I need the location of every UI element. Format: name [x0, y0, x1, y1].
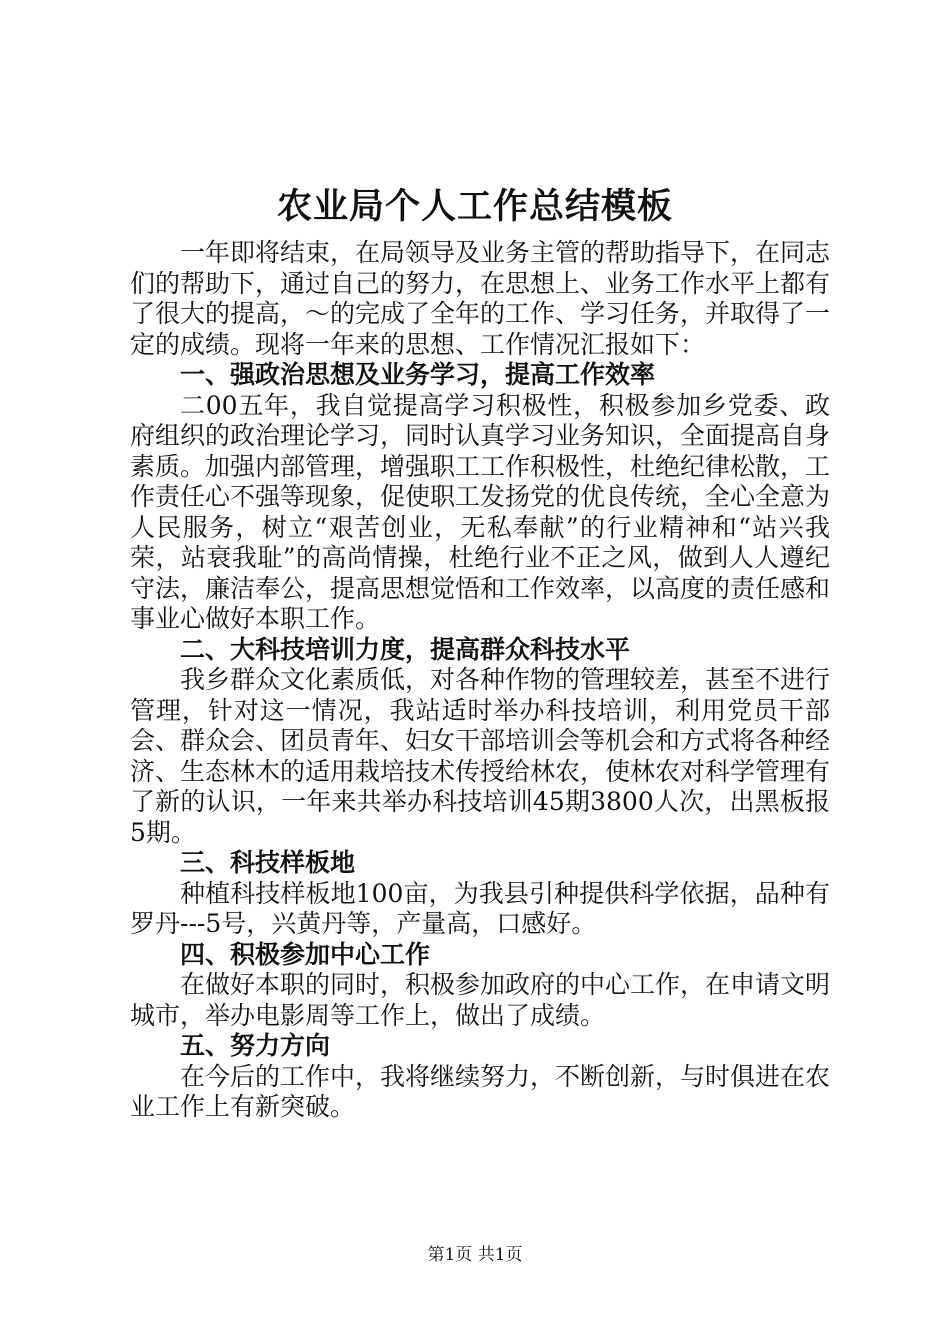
section-paragraph-5: 在今后的工作中，我将继续努力，不断创新，与时俱进在农业工作上有新突破。 — [130, 1061, 831, 1121]
section-heading-5: 五、努力方向 — [180, 1031, 331, 1060]
section-heading-4: 四、积极参加中心工作 — [180, 939, 431, 969]
section-heading-3: 三、科技样板地 — [180, 848, 356, 877]
section-paragraph-3: 种植科技样板地100亩，为我县引种提供科学依据，品种有罗丹---5号，兴黄丹等，产量高，口感好。 — [130, 878, 830, 938]
section-heading-1: 一、强政治思想及业务学习，提高工作效率 — [180, 360, 656, 389]
section-paragraph-4: 在做好本职的同时，积极参加政府的中心工作，在申请文明城市，举办电影周等工作上，做出了成绩。 — [130, 970, 831, 1030]
document-body — [130, 238, 830, 1123]
page-footer: 第1页 共1页 — [427, 1245, 523, 1265]
document-title: 农业局个人工作总结模板 — [276, 186, 673, 227]
section-heading-2: 二、大科技培训力度，提高群众科技水平 — [180, 634, 631, 664]
section-paragraph-1: 二00五年，我自觉提高学习积极性，积极参加乡党委、政府组织的政治理论学习，同时认真学习业务知识，全面提高自身素质。加强内部管理，增强职工工作积极性，杜绝纪律松散，工作责任心不强等现象，促使职工发扬党的优良传统，全心全意为人民服务，树立“艰苦创业，无私奉献”的行业精神和“站兴我荣，站衰我耻”的高尚情操，杜绝行业不正之风，做到人人遵纪守法，廉洁奉公，提高思想觉悟和工作效率，以高度的责任感和事业心做好本职工作。 — [130, 390, 831, 633]
intro-paragraph: 一年即将结束，在局领导及业务主管的帮助指导下，在同志们的帮助下，通过自己的努力，在思想上、业务工作水平上都有了很大的提高，～的完成了全年的工作、学习任务，并取得了一定的成绩。现将一年来的思想、工作情况汇报如下： — [130, 238, 831, 359]
section-paragraph-2: 我乡群众文化素质低，对各种作物的管理较差，甚至不进行管理，针对这一情况，我站适时举办科技培训，利用党员干部会、群众会、团员青年、妇女干部培训会等机会和方式将各种经济、生态林木的适用栽培技术传授给林农，使林农对科学管理有了新的认识，一年来共举办科技培训45期3800人次，出黑板报5期。 — [130, 665, 831, 847]
